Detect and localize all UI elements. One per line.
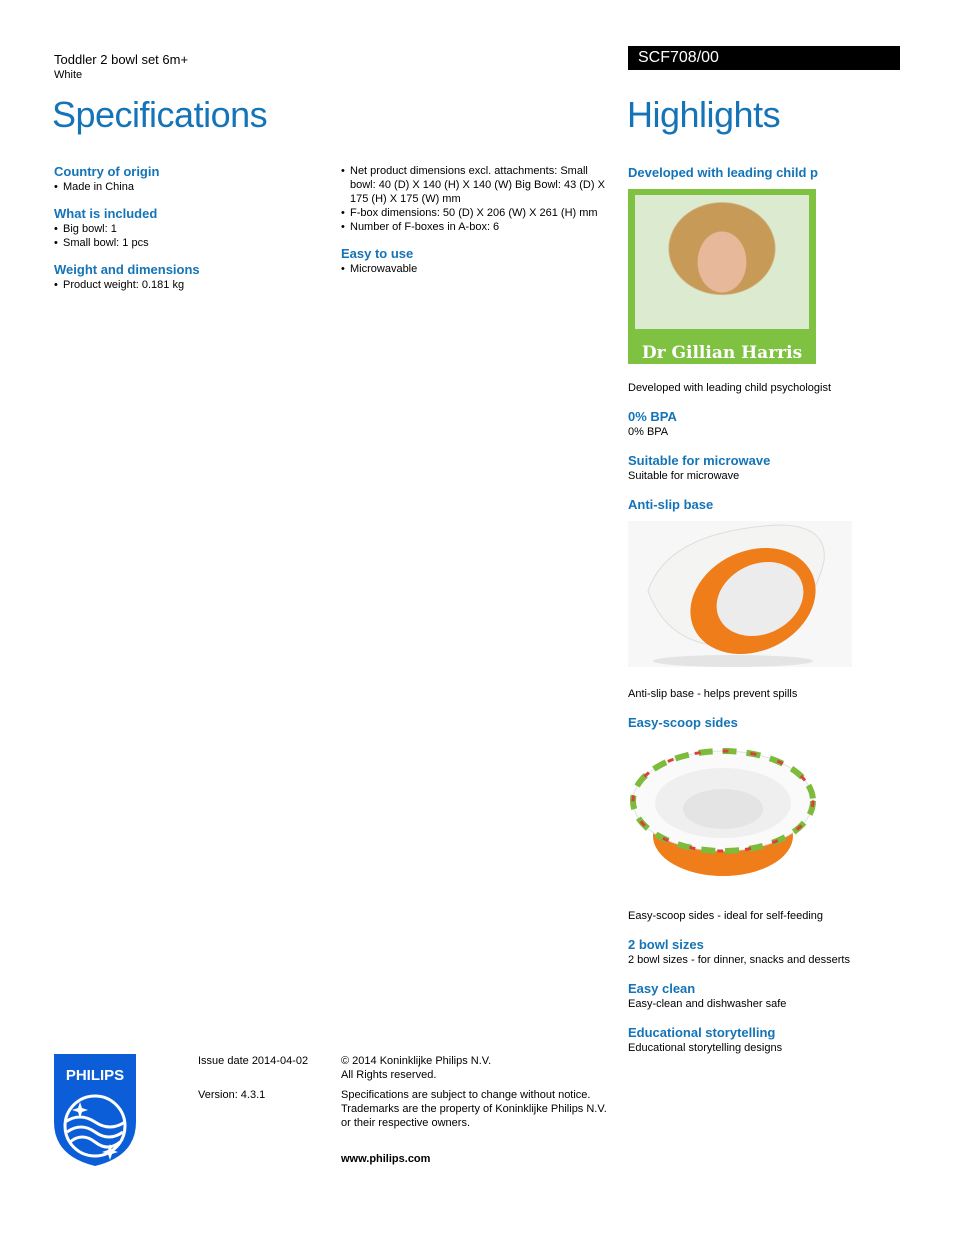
highlight-description: Easy-clean and dishwasher safe <box>628 998 787 1010</box>
psychologist-photo <box>628 189 816 364</box>
highlight-title: Easy clean <box>628 981 696 996</box>
spec-item: • Made in China <box>54 180 314 194</box>
highlights-title: Highlights <box>627 94 781 135</box>
spec-list <box>54 222 314 250</box>
spec-heading: Country of origin <box>54 164 160 179</box>
disclaimer <box>341 1088 607 1130</box>
anti-slip-bowl-image <box>628 521 852 667</box>
spec-item: • Small bowl: 1 pcs <box>54 236 314 250</box>
highlight-item <box>628 497 900 701</box>
copyright <box>341 1054 491 1082</box>
highlights-column <box>628 165 900 1069</box>
highlight-item <box>628 1025 900 1055</box>
highlight-item <box>628 981 900 1011</box>
disclaimer-line-1: Specifications are subject to change without notice. <box>341 1089 591 1101</box>
highlight-title: Developed with leading child p <box>628 165 818 180</box>
spec-section <box>341 246 616 276</box>
highlight-item <box>628 937 900 967</box>
disclaimer-line-3: or their respective owners. <box>341 1117 470 1129</box>
spec-section <box>54 164 314 194</box>
spec-section <box>54 206 314 250</box>
philips-shield-logo <box>52 1052 138 1168</box>
photo-caption: Dr Gillian Harris <box>641 343 803 363</box>
specs-column-2 <box>341 164 616 288</box>
highlight-item <box>628 409 900 439</box>
spec-item: • Big bowl: 1 <box>54 222 314 236</box>
highlight-description: 2 bowl sizes - for dinner, snacks and desserts <box>628 954 850 966</box>
issue-date: Issue date 2014-04-02 <box>198 1055 309 1067</box>
spec-item: • F-box dimensions: 50 (D) X 206 (W) X 261 (H) mm <box>341 206 616 220</box>
highlight-description: 0% BPA <box>628 426 669 438</box>
spec-item: • Microwavable <box>341 262 616 276</box>
philips-logo-text: PHILIPS <box>65 1067 125 1084</box>
website-link[interactable]: www.philips.com <box>341 1153 431 1165</box>
highlight-description: Easy-scoop sides - ideal for self-feeding <box>628 910 824 922</box>
copyright-line: © 2014 Koninklijke Philips N.V. <box>341 1055 492 1067</box>
spec-item: • Net product dimensions excl. attachments: Small bowl: 40 (D) X 140 (H) X 140 (W) Big Bowl: 43 (D) X 175 (H) X 175 (W) mm <box>341 164 616 206</box>
disclaimer-line-2: Trademarks are the property of Koninklijke Philips N.V. <box>341 1103 607 1115</box>
version: Version: 4.3.1 <box>198 1089 266 1101</box>
spec-item: • Number of F-boxes in A-box: 6 <box>341 220 616 234</box>
highlight-description: Educational storytelling designs <box>628 1042 783 1054</box>
spec-list <box>54 180 314 194</box>
highlight-description: Developed with leading child psychologist <box>628 382 832 394</box>
spec-list <box>54 278 314 292</box>
highlight-title: Educational storytelling <box>628 1025 776 1040</box>
spec-list <box>341 262 616 276</box>
spec-heading: Easy to use <box>341 246 414 261</box>
highlight-item <box>628 715 900 923</box>
highlight-title: Suitable for microwave <box>628 453 771 468</box>
highlight-description: Suitable for microwave <box>628 470 740 482</box>
product-color: White <box>54 69 83 81</box>
spec-heading: Weight and dimensions <box>54 262 200 277</box>
spec-section <box>54 262 314 292</box>
highlight-title: 0% BPA <box>628 409 677 424</box>
highlight-title: Anti-slip base <box>628 497 714 512</box>
highlight-description: Anti-slip base - helps prevent spills <box>628 688 798 700</box>
highlight-item <box>628 453 900 483</box>
specifications-title: Specifications <box>52 94 268 135</box>
rights-line: All Rights reserved. <box>341 1069 437 1081</box>
portrait-image <box>635 195 809 329</box>
easy-scoop-bowl-image <box>628 741 818 891</box>
spec-heading: What is included <box>54 206 158 221</box>
product-code: SCF708/00 <box>628 46 900 70</box>
spec-item: • Product weight: 0.181 kg <box>54 278 314 292</box>
specs-column-1 <box>54 164 314 304</box>
spec-section <box>341 164 616 234</box>
highlight-title: 2 bowl sizes <box>628 937 704 952</box>
highlight-title: Easy-scoop sides <box>628 715 738 730</box>
highlight-item <box>628 165 900 395</box>
spec-list <box>341 164 616 234</box>
product-name: Toddler 2 bowl set 6m+ <box>54 52 189 67</box>
